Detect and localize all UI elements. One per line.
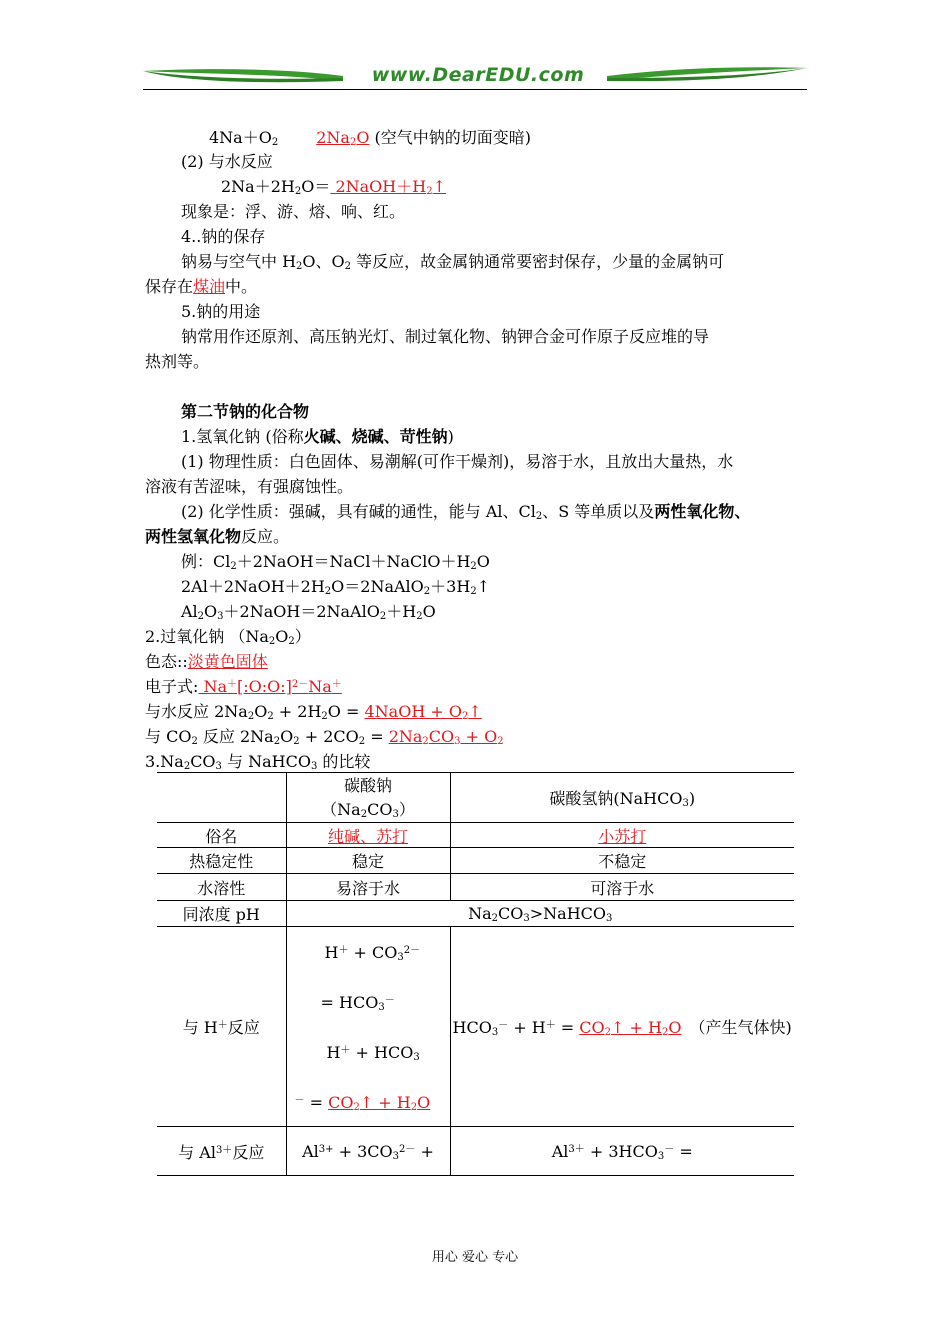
site-name: www.DearEDU.com [371, 64, 585, 86]
eq-sodium-oxygen: $4Na+O_2$ $2Na_2O$ (空气中钠的切面变暗) [209, 128, 532, 148]
section-uses: 5.钠的用途 [181, 302, 261, 321]
eq-aluminium: $2Al+2NaOH+2H_2O=2NaAlO_2+3H_2↑$ [181, 577, 491, 597]
table-row [157, 901, 794, 927]
cell-stability-2: 不稳定 [450, 848, 794, 874]
page-footer: 用心 爱心 专心 [431, 1250, 519, 1265]
table-row [157, 848, 794, 874]
table-row [157, 927, 794, 1127]
chapter-heading: 第二节钠的化合物 [181, 402, 310, 421]
header-sodium-bicarbonate: 碳酸氢钠(NaHCO$_3$) [450, 773, 794, 823]
cell-solubility-2: 可溶于水 [450, 874, 794, 901]
cell-stability-1: 稳定 [286, 848, 450, 874]
cell-common-name-1: 纯碱、苏打 [286, 823, 450, 848]
row-label-acid: 与 H＋反应 [157, 927, 286, 1127]
cell-ph: $Na_2CO_3>NaHCO_3$ [286, 901, 794, 927]
acid-line-1: $H^+ + CO_3^{2-}$ [324, 943, 421, 963]
comparison-table [157, 772, 794, 1176]
naoh-physical-cont: 溶液有苦涩味，有强腐蚀性。 [145, 477, 354, 496]
peroxide-color: 色态::淡黄色固体 [145, 652, 268, 671]
cell-aluminium-bicarbonate: $Al^{3+} + 3HCO_3^-$ = [450, 1127, 794, 1176]
eq-alumina: $Al_2O_3+2NaOH=2NaAlO_2+H_2O$ [181, 602, 436, 622]
storage-text: 钠易与空气中 $H_2O$、$O_2$ 等反应，故金属钠通常要密封保存，少量的金属钠可 [181, 252, 725, 272]
acid-line-3: $H^+ + HCO_3$ [326, 1043, 420, 1063]
page-header [143, 62, 807, 92]
naoh-chemical-cont: 两性氢氧化物反应。 [145, 527, 290, 546]
row-label-aluminium: 与 $Al^{3+}$反应 [157, 1127, 286, 1176]
eq-chlorine: 例：$Cl_2+2NaOH=NaCl+NaClO+H_2O$ [181, 552, 490, 572]
naoh-chemical: (2) 化学性质：强碱，具有碱的通性，能与 Al、$Cl_2$、S 等单质以及两性氧化物、 [181, 502, 751, 522]
table-row [157, 823, 794, 848]
row-label-common-name: 俗名 [157, 823, 286, 848]
cell-acid-bicarbonate: $HCO_3^- + H^+$ = $CO_2↑ + H_2O$ （产生气体快) [450, 927, 794, 1127]
cell-solubility-1: 易溶于水 [286, 874, 450, 901]
acid-line-2: = $HCO_3^-$ [320, 993, 395, 1013]
table-corner-cell [157, 773, 286, 823]
table-row [157, 874, 794, 901]
storage-text-cont: 保存在煤油中。 [145, 277, 258, 296]
eq-sodium-water: $2Na+2H_2O=$ $2NaOH+H_2↑$ [221, 177, 446, 197]
cell-aluminium-carbonate: $Al^{3+} + 3CO_3^{2-}$ + [286, 1127, 450, 1176]
peroxide-heading: 2.过氧化钠 $(Na_2O_2)$ [145, 627, 311, 647]
table-row [157, 1127, 794, 1176]
acid-line-4: $^- = CO_2↑ + H_2O$ [294, 1093, 431, 1113]
peroxide-co2: 与 $CO_2$ 反应 $2Na_2O_2 + 2CO_2 = 2Na_2CO_3 + O_2$ [145, 727, 504, 747]
naoh-physical: (1) 物理性质：白色固体、易潮解(可作干燥剂)，易溶于水，且放出大量热，水 [181, 452, 734, 471]
section-storage: 4..钠的保存 [181, 227, 266, 246]
phenomenon-text: 现象是：浮、游、熔、响、红。 [181, 202, 406, 221]
row-label-ph: 同浓度 pH [157, 901, 286, 927]
table-header-row [157, 773, 794, 823]
header-sodium-carbonate: 碳酸钠 $(Na_2CO_3)$ [286, 773, 450, 823]
row-label-solubility: 水溶性 [157, 874, 286, 901]
row-label-stability: 热稳定性 [157, 848, 286, 874]
peroxide-formula: 电子式: Na＋[:O:O:]$^{2-}$Na＋ [145, 677, 342, 696]
subheading-water: (2) 与水反应 [181, 152, 273, 171]
cell-common-name-2: 小苏打 [450, 823, 794, 848]
peroxide-water: 与水反应 $2Na_2O_2 + 2H_2O$ = 4NaOH + $O_2↑$ [145, 702, 482, 722]
uses-text: 钠常用作还原剂、高压钠光灯、制过氧化物、钠钾合金可作原子反应堆的导 [181, 327, 710, 346]
cell-acid-carbonate [286, 927, 450, 1127]
naoh-heading: 1.氢氧化钠 (俗称火碱、烧碱、苛性钠) [181, 427, 454, 446]
uses-text-cont: 热剂等。 [145, 352, 210, 371]
comparison-heading: $3.Na_2CO_3$ 与 NaHCO$_3$ 的比较 [145, 752, 371, 772]
header-rule [143, 89, 807, 90]
